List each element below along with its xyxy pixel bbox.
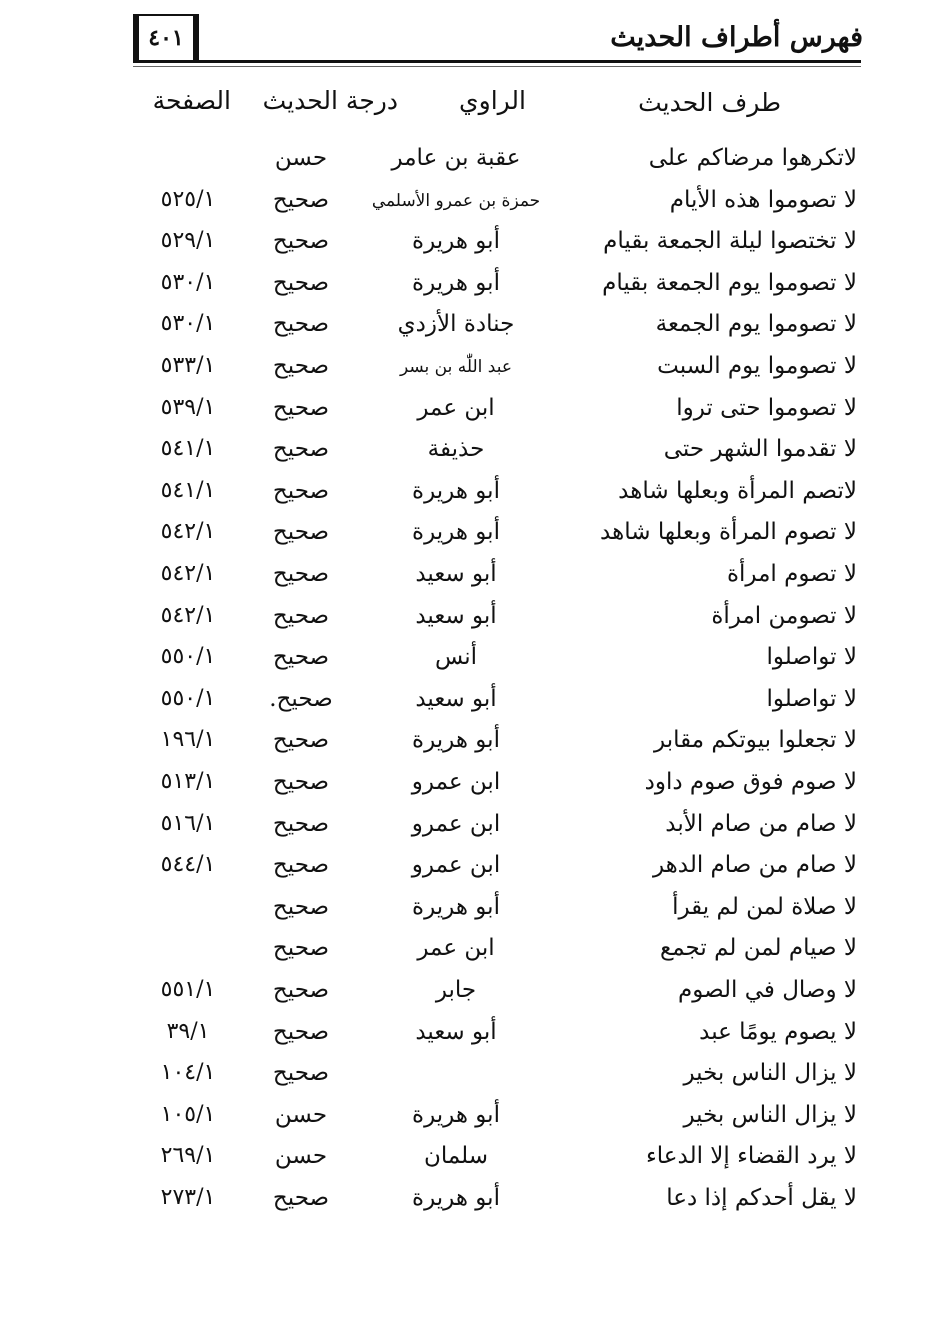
narrator-cell: أبو هريرة [412, 1185, 500, 1211]
hadith-start-cell: لا تصوموا يوم الجمعة بقيام [602, 269, 857, 296]
column-header-narrator: الراوي [459, 86, 526, 115]
narrator-cell: أبو هريرة [412, 519, 500, 546]
table-row [0, 977, 931, 1017]
grade-cell: صحيح [272, 561, 330, 587]
grade-cell: صحيح [272, 186, 330, 213]
page-ref-cell: ٥١٦/١ [160, 810, 216, 836]
grade-cell: صحيح [272, 727, 330, 754]
grade-cell: صحيح [272, 228, 330, 255]
table-row [0, 603, 931, 643]
narrator-cell: أبو هريرة [412, 477, 500, 504]
grade-cell: حسن [274, 1143, 328, 1170]
narrator-cell: ابن عمر [417, 935, 495, 962]
table-row [0, 686, 931, 726]
hadith-start-cell: لا صيام لمن لم تجمع [660, 935, 857, 962]
page-ref-cell: ٥٣٠/١ [160, 269, 216, 295]
hadith-start-cell: لا يصوم يومًا عبد [699, 1018, 857, 1045]
hadith-start-cell: لا تجعلوا بيوتكم مقابر [654, 727, 857, 754]
table-row [0, 228, 931, 268]
page-ref-cell: ٥٤١/١ [160, 436, 216, 462]
grade-cell: صحيح [272, 977, 330, 1003]
page-number: ٤٠١ [133, 14, 199, 60]
narrator-cell: أبو سعيد [415, 602, 497, 629]
grade-cell: صحيح [272, 810, 330, 837]
page-ref-cell: ٥٥٠/١ [160, 685, 216, 711]
grade-cell: صحيح [272, 644, 330, 671]
hadith-start-cell: لا تصومن امرأة [711, 602, 857, 629]
running-header-title: فهرس أطراف الحديث [610, 22, 863, 53]
grade-cell: صحيح. [269, 685, 333, 712]
grade-cell: صحيح [272, 269, 330, 296]
hadith-start-cell: لاتكرهوا مرضاكم على [648, 145, 857, 171]
grade-cell: صحيح [272, 311, 330, 338]
grade-cell: صحيح [272, 519, 330, 546]
grade-cell: صحيح [272, 394, 330, 421]
hadith-start-cell: لا تختصوا ليلة الجمعة بقيام [603, 228, 857, 255]
column-header-grade: درجة الحديث [262, 86, 398, 115]
page-ref-cell: ٥٤٢/١ [160, 602, 216, 628]
grade-cell: حسن [274, 1101, 328, 1128]
table-row [0, 1143, 931, 1183]
narrator-cell: ابن عمر [417, 394, 495, 421]
grade-cell: صحيح [272, 602, 330, 629]
page-ref-cell: ١٩٦/١ [160, 727, 216, 753]
hadith-start-cell: لا يزال الناس بخير [683, 1101, 857, 1128]
hadith-start-cell: لا صوم فوق صوم داود [644, 769, 857, 795]
header-rule [133, 60, 861, 63]
page-ref-cell: ٥٥٠/١ [160, 644, 216, 670]
hadith-start-cell: لا صام من صام الدهر [652, 852, 857, 879]
table-row [0, 187, 931, 227]
table-row [0, 519, 931, 559]
grade-cell: صحيح [272, 769, 330, 795]
table-row [0, 145, 931, 185]
grade-cell: صحيح [272, 1018, 330, 1045]
hadith-start-cell: لا تقدموا الشهر حتى [663, 436, 857, 463]
page-ref-cell: ٥٥١/١ [160, 977, 216, 1002]
page-ref-cell: ٢٧٣/١ [160, 1185, 216, 1210]
hadith-start-cell: لا يرد القضاء إلا الدعاء [645, 1143, 857, 1170]
hadith-start-cell: لا تصوموا يوم الجمعة [655, 311, 857, 338]
grade-cell: صحيح [272, 436, 330, 463]
page-ref-cell: ٥٢٥/١ [160, 186, 216, 212]
page-ref-cell: ٥٣٣/١ [160, 353, 216, 378]
hadith-start-cell: لا تصوم المرأة وبعلها شاهد [600, 519, 857, 546]
narrator-cell: ابن عمرو [411, 852, 501, 879]
table-row [0, 727, 931, 767]
narrator-cell: أبو سعيد [415, 685, 497, 712]
narrator-cell: حذيفة [427, 436, 485, 463]
hadith-start-cell: لا تصوموا يوم السبت [657, 353, 857, 379]
column-header-hadith-start: طرف الحديث [638, 88, 781, 117]
hadith-start-cell: لا تصوموا هذه الأيام [669, 186, 857, 213]
narrator-cell: أبو هريرة [412, 727, 500, 754]
narrator-cell: سلمان [423, 1143, 489, 1170]
page-ref-cell: ٥١٣/١ [160, 769, 216, 794]
grade-cell: صحيح [272, 1060, 330, 1087]
narrator-cell: عقبة بن عامر [391, 145, 521, 171]
page-ref-cell: ٢٦٩/١ [160, 1143, 216, 1169]
narrator-cell: أبو هريرة [412, 228, 500, 255]
table-row [0, 1102, 931, 1142]
table-row [0, 395, 931, 435]
hadith-start-cell: لا يزال الناس بخير [683, 1060, 857, 1087]
grade-cell: صحيح [272, 477, 330, 504]
grade-cell: حسن [274, 145, 328, 171]
table-row [0, 270, 931, 310]
table-row [0, 894, 931, 934]
table-row [0, 436, 931, 476]
hadith-start-cell: لا يقل أحدكم إذا دعا [666, 1185, 857, 1211]
grade-cell: صحيح [272, 935, 330, 962]
narrator-cell: ابن عمرو [411, 769, 501, 795]
hadith-start-cell: لا صلاة لمن لم يقرأ [672, 893, 857, 920]
narrator-cell: حمزة بن عمرو الأسلمي [371, 190, 541, 211]
narrator-cell: جابر [435, 977, 477, 1003]
narrator-cell: أنس [434, 644, 478, 671]
hadith-start-cell: لاتصم المرأة وبعلها شاهد [618, 477, 857, 504]
table-row [0, 478, 931, 518]
hadith-start-cell: لا تصوم امرأة [726, 561, 857, 587]
hadith-start-cell: لا تواصلوا [766, 644, 857, 671]
narrator-cell: أبو سعيد [415, 561, 497, 587]
narrator-cell: أبو هريرة [412, 1101, 500, 1128]
table-row [0, 311, 931, 351]
narrator-cell: أبو هريرة [412, 269, 500, 296]
narrator-cell: أبو سعيد [415, 1018, 497, 1045]
page-ref-cell: ٣٩/١ [166, 1018, 210, 1044]
table-row [0, 353, 931, 393]
column-header-page: الصفحة [152, 86, 231, 115]
table-row [0, 561, 931, 601]
table-row [0, 1019, 931, 1059]
page-ref-cell: ٥٤٤/١ [160, 852, 216, 878]
page-ref-cell: ١٠٤/١ [160, 1060, 216, 1086]
hadith-start-cell: لا تصوموا حتى تروا [676, 394, 857, 421]
narrator-cell: عبد اللّٰه بن بسر [399, 357, 512, 377]
page-ref-cell: ٥٤٢/١ [160, 561, 216, 586]
table-row [0, 769, 931, 809]
narrator-cell: جنادة الأزدي [397, 311, 515, 338]
hadith-start-cell: لا صام من صام الأبد [665, 810, 857, 837]
header-rule-thin [133, 66, 861, 67]
grade-cell: صحيح [272, 852, 330, 879]
narrator-cell: ابن عمرو [411, 810, 501, 837]
table-row [0, 1185, 931, 1225]
table-row [0, 1060, 931, 1100]
page-ref-cell: ٥٤٢/١ [160, 519, 216, 545]
grade-cell: صحيح [272, 1185, 330, 1211]
table-row [0, 644, 931, 684]
table-row [0, 811, 931, 851]
table-row [0, 852, 931, 892]
page-ref-cell: ١٠٥/١ [160, 1101, 216, 1127]
page-ref-cell: ٥٢٩/١ [160, 228, 216, 254]
hadith-start-cell: لا تواصلوا [766, 685, 857, 712]
grade-cell: صحيح [272, 893, 330, 920]
hadith-start-cell: لا وصال في الصوم [677, 977, 857, 1003]
page-ref-cell: ٥٣٩/١ [160, 394, 216, 420]
page-ref-cell: ٥٤١/١ [160, 477, 216, 503]
table-row [0, 935, 931, 975]
page-ref-cell: ٥٣٠/١ [160, 311, 216, 337]
narrator-cell: أبو هريرة [412, 893, 500, 920]
grade-cell: صحيح [272, 353, 330, 379]
